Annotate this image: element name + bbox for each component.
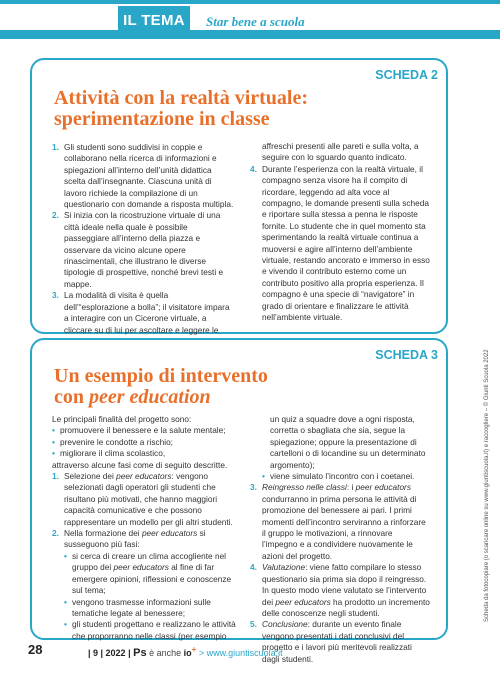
item-text: : durante un evento finale vengono presentati i dati conclusivi del progetto e i lavori più meritevoli realizzati dagli studenti.	[262, 619, 412, 664]
continuation-text: un quiz a squadre dove a ogni risposta, corretta o sbagliata che sia, segue la spiegazione; oppure la presentazione di cartelloni o di locandine su un determinato argomento);	[270, 414, 426, 470]
sub-item	[64, 551, 238, 597]
sub-text: gli studenti progettano e realizzano le attività che proporranno nelle classi (per esempio	[72, 619, 236, 641]
io-logo-icon	[183, 645, 197, 658]
scheda-2-right-column	[250, 141, 430, 324]
list-item	[250, 482, 430, 562]
bullet-icon: •	[52, 425, 55, 436]
bullet-icon: •	[64, 550, 67, 561]
scheda-2-left-column	[52, 142, 235, 347]
item-text: : viene fatto compilare lo stesso questionario sia prima sia dopo il reingresso. In questo modo viene valutato se l’intervento dei	[262, 562, 427, 607]
item-number: 3.	[250, 482, 257, 493]
goal-text: prevenire le condotte a rischio;	[60, 436, 173, 447]
ps-logo-icon: Ps	[133, 647, 147, 659]
item-italic: Valutazione	[262, 562, 306, 573]
sub-item	[64, 619, 238, 642]
io-plus: +	[191, 645, 197, 654]
sub-text: viene simulato l’incontro con i coetanei.	[270, 471, 415, 482]
sub-italic: peer educators	[113, 562, 169, 573]
item-text: Gli studenti sono suddivisi in coppie e collaborano nella ricerca di informazioni e spiegazioni all’interno dell’unità didattica scelta dall’insegnante. Ciascuna unità di lavoro richiede la compilazione di un questionario con domande a risposta multipla.	[64, 142, 234, 210]
goals-after-text: attraverso alcune fasi come di seguito descritte.	[52, 459, 228, 470]
header-rule	[0, 36, 500, 39]
goal-text: migliorare il clima scolastico,	[60, 448, 166, 459]
item-italic: peer educators	[275, 596, 331, 607]
item-number: 2.	[52, 528, 59, 539]
title-part: con	[54, 386, 89, 408]
goal-text: promuovere il benessere e la salute mentale;	[60, 425, 226, 436]
scheda-2-label: SCHEDA 2	[375, 68, 438, 82]
item-text: si susseguono più fasi:	[64, 528, 206, 550]
io-text: io	[183, 648, 192, 658]
list-item	[52, 528, 238, 642]
copyright-side-note: Scheda da fotocopiare (o scaricare online su www.giuntiscuola.it) e raccogliere – © Giunti Scuola 2022	[484, 349, 490, 622]
list-item	[250, 164, 430, 324]
section-label: Star bene a scuola	[206, 14, 305, 29]
page-number: 28	[28, 642, 43, 657]
website-link[interactable]: > www.giuntiscuola.it	[198, 648, 283, 658]
scheda-2-panel	[30, 58, 448, 334]
sub-text: si cerca di creare un clima accogliente nel gruppo dei	[72, 550, 227, 573]
scheda-3-title	[54, 366, 414, 408]
issue-info: | 9 | 2022 |	[88, 648, 131, 658]
item-text: Selezione dei	[64, 471, 117, 482]
scheda-3-right-column	[250, 414, 430, 665]
bullet-icon: •	[64, 596, 67, 607]
goal-item	[52, 425, 238, 436]
item-text: Durante l’esperienza con la realtà virtuale, il compagno senza visore ha il compito di ricordare, leggendo ad alta voce al compagno, le domande presenti sulla scheda e riportare sulla stessa a penna le risposte fornite. Lo studente che in quel momento sta sperimentando la realtà virtuale continua a muoversi e agire all’interno dell’ambiente virtuale, restando ancorato e immerso in esso e vivendo il contributo esterno come un contributo positivo alla propria esperienza. Il compagno è una specie di “navigatore” in grado di orientare e finalizzare le attività nell’ambiente virtuale.	[262, 163, 430, 323]
item-text: La modalità di visita è quella dell’“esplorazione a bolla”; il visitatore impara a interagire con un Cicerone virtuale, a cliccare su di lui per ascoltare e leggere le	[64, 290, 230, 335]
sub-text: al fine di far emergere opinioni, riflessioni e conoscenze sul tema;	[72, 562, 232, 596]
item-text: Si inizia con la ricostruzione virtuale di una città ideale nella quale è possibile passeggiare all’interno della piazza e osservare da vicino alcune opere rinascimentali, che illustrano le diverse tipologie di prospettive, nonché brevi testi e mappe.	[64, 210, 224, 289]
scheda-3-label: SCHEDA 3	[375, 348, 438, 362]
item-text: Nella formazione dei	[64, 528, 142, 539]
scheda-2-title-line1: Attività con la realtà virtuale:	[54, 87, 309, 109]
item-number: 3.	[52, 290, 59, 301]
item-text: : i	[346, 482, 356, 493]
title-italic-part: peer education	[89, 386, 211, 408]
item-number: 1.	[52, 142, 59, 152]
item-italic: peer educators	[355, 482, 411, 493]
bullet-icon: •	[262, 471, 265, 482]
scheda-3-title-line2	[54, 387, 414, 408]
bullet-icon: •	[64, 619, 67, 630]
item-text: ha prodotto un incremento delle conoscenze negli studenti.	[262, 596, 430, 618]
item-number: 4.	[250, 163, 257, 174]
sub-item	[64, 597, 238, 620]
goal-item	[52, 448, 238, 459]
goal-item	[52, 437, 238, 448]
intro-text: Le principali finalità del progetto sono:	[52, 414, 192, 424]
bullet-icon: •	[52, 436, 55, 447]
list-item	[52, 142, 235, 210]
scheda-3-left-column	[52, 414, 238, 642]
page-footer	[0, 642, 500, 678]
tema-tab: IL TEMA	[118, 6, 190, 34]
item-number: 1.	[52, 471, 59, 482]
scheda-2-title-line2: sperimentazione in classe	[54, 108, 270, 130]
item-italic: peer educators	[141, 528, 198, 539]
scheda-3-title-line1: Un esempio di intervento	[54, 365, 268, 387]
item-number: 5.	[250, 619, 257, 630]
item-text: : vengono selezionati dagli operatori gli studenti che risultano più motivati, che hanno maggiori capacità comunicative e che possono rappresentare un modello per gli altri studenti.	[64, 471, 233, 527]
item-number: 2.	[52, 210, 59, 221]
anche-text: è anche	[149, 648, 182, 658]
footer-info	[88, 645, 283, 659]
list-item	[250, 562, 430, 619]
item-italic: Reingresso nelle classi	[262, 482, 347, 493]
item-italic: Conclusione	[262, 619, 308, 630]
sub-text: vengono trasmesse informazioni sulle tematiche legate al benessere;	[72, 596, 211, 618]
list-item	[52, 210, 235, 290]
item-number: 4.	[250, 562, 257, 573]
sub-item	[262, 471, 430, 482]
continuation-text: affreschi presenti alle pareti e sulla volta, a seguire con lo sguardo quanto indicato.	[262, 141, 419, 163]
bullet-icon: •	[52, 448, 55, 459]
list-item	[52, 471, 238, 528]
scheda-2-title	[54, 88, 414, 130]
item-italic: peer educators	[116, 471, 172, 482]
item-text: condurranno in prima persona le attività di promozione del benessere ai pari. I primi momenti dell’incontro serviranno a rinforzare il gruppo le motivazioni, a rinnovare l’impegno e a condividere nuovamente le azioni del progetto.	[262, 493, 426, 561]
